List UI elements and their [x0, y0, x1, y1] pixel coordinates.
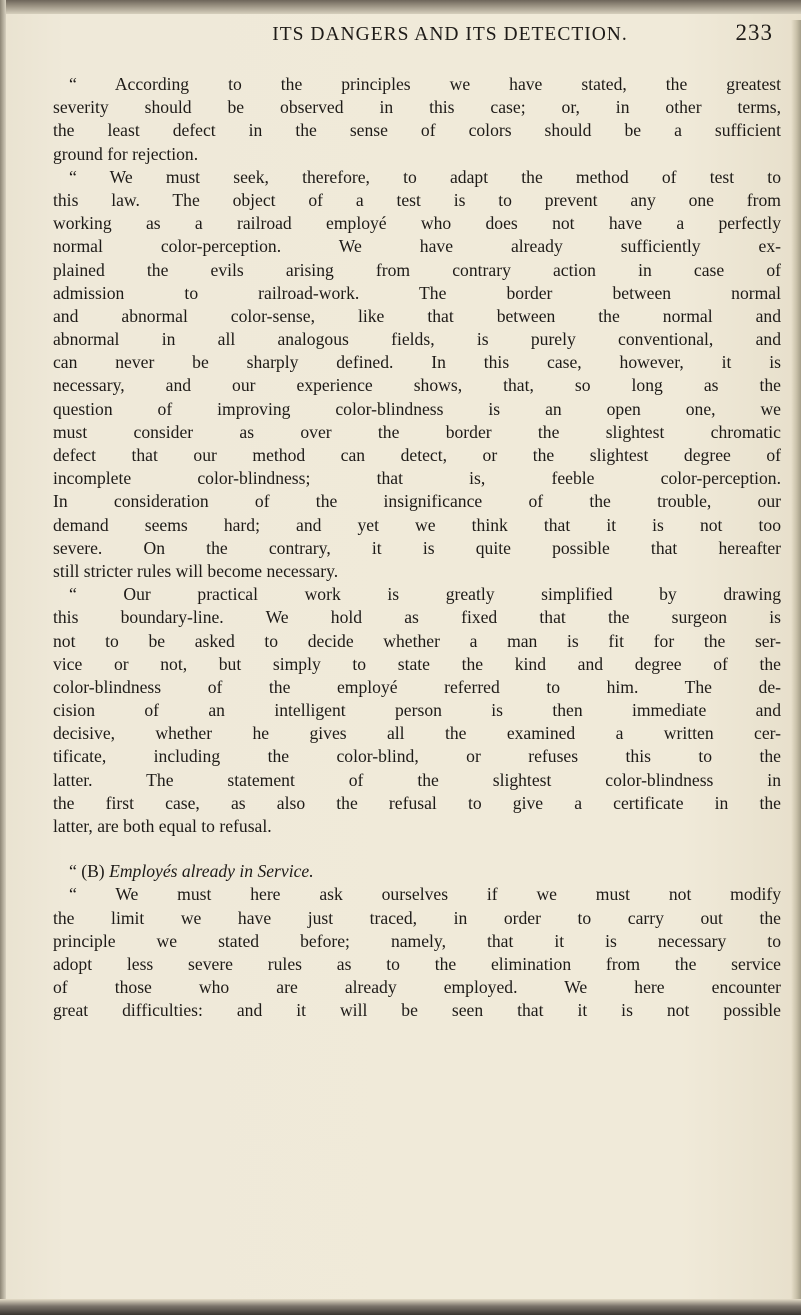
text-line: ground for rejection.	[53, 143, 199, 164]
text-line: of those who are already employed. We here encounter	[53, 977, 781, 998]
body-text	[53, 73, 781, 1023]
text-line: question of improving color-blindness is an open one, we	[53, 398, 781, 419]
text-line: the least defect in the sense of colors should be a sufficient	[53, 120, 781, 141]
page-right-edge	[791, 20, 801, 1315]
page-left-gutter	[0, 0, 6, 1315]
text-line: In consideration of the insignificance of the trouble, our	[53, 491, 781, 512]
paragraph-1	[53, 73, 781, 166]
text-line: principle we stated before; namely, that it is necessary to	[53, 930, 781, 951]
text-line: abnormal in all analogous fields, is purely conventional, and	[53, 329, 781, 350]
text-line: decisive, whether he gives all the examined a written cer-	[53, 723, 781, 744]
text-line: latter, are both equal to refusal.	[53, 816, 272, 836]
page-bottom-shadow	[0, 1299, 801, 1315]
text-line: still stricter rules will become necessary.	[53, 560, 339, 581]
section-label: “ (B)	[69, 861, 105, 882]
text-line: cision of an intelligent person is then immediate and	[53, 700, 781, 721]
text-line: plained the evils arising from contrary action in case of	[53, 259, 781, 280]
running-head	[0, 0, 801, 60]
text-line: demand seems hard; and yet we think that it is not too	[53, 514, 781, 535]
text-line: “ We must seek, therefore, to adapt the method of test to	[69, 166, 781, 187]
section-heading	[53, 860, 781, 883]
paragraph-3	[53, 583, 781, 838]
text-line: necessary, and our experience shows, that, so long as the	[53, 375, 781, 396]
text-line: “ We must here ask ourselves if we must not modify	[69, 884, 781, 905]
text-line: and abnormal color-sense, like that between the normal and	[53, 305, 781, 326]
text-line: color-blindness of the employé referred to him. The de-	[53, 676, 781, 697]
text-line: must consider as over the border the slightest chromatic	[53, 421, 781, 442]
text-line: the limit we have just traced, in order to carry out the	[53, 907, 781, 928]
paragraph-2	[53, 166, 781, 583]
text-line: latter. The statement of the slightest color-blindness in	[53, 769, 781, 790]
text-line: vice or not, but simply to state the kind and degree of the	[53, 653, 781, 674]
text-line: admission to railroad-work. The border between normal	[53, 282, 781, 303]
text-line: defect that our method can detect, or the slightest degree of	[53, 445, 781, 465]
text-line: the first case, as also the refusal to give a certificate in the	[53, 792, 781, 813]
section-title: Employés already in Service.	[109, 861, 314, 882]
text-line: working as a railroad employé who does not have a perfectly	[53, 213, 781, 234]
text-line: severity should be observed in this case; or, in other terms,	[53, 97, 781, 118]
text-line: can never be sharply defined. In this case, however, it is	[53, 352, 781, 373]
paragraph-4	[53, 883, 781, 1022]
text-line: severe. On the contrary, it is quite possible that hereafter	[53, 537, 781, 558]
text-line: this boundary-line. We hold as fixed that the surgeon is	[53, 607, 781, 628]
text-line: adopt less severe rules as to the elimination from the service	[53, 953, 781, 974]
running-title: ITS DANGERS AND ITS DETECTION.	[272, 24, 628, 45]
page-number: 233	[735, 20, 773, 45]
text-line: incomplete color-blindness; that is, feeble color-perception.	[53, 468, 781, 489]
text-line: “ According to the principles we have stated, the greatest	[69, 74, 781, 94]
text-line: “ Our practical work is greatly simplified by drawing	[69, 584, 781, 605]
text-line: this law. The object of a test is to prevent any one from	[53, 189, 781, 210]
text-line: great difficulties: and it will be seen that it is not possible	[53, 1000, 781, 1021]
text-line: not to be asked to decide whether a man is fit for the ser-	[53, 630, 781, 651]
text-line: tificate, including the color-blind, or refuses this to the	[53, 746, 781, 767]
text-line: normal color-perception. We have already sufficiently ex-	[53, 236, 781, 257]
